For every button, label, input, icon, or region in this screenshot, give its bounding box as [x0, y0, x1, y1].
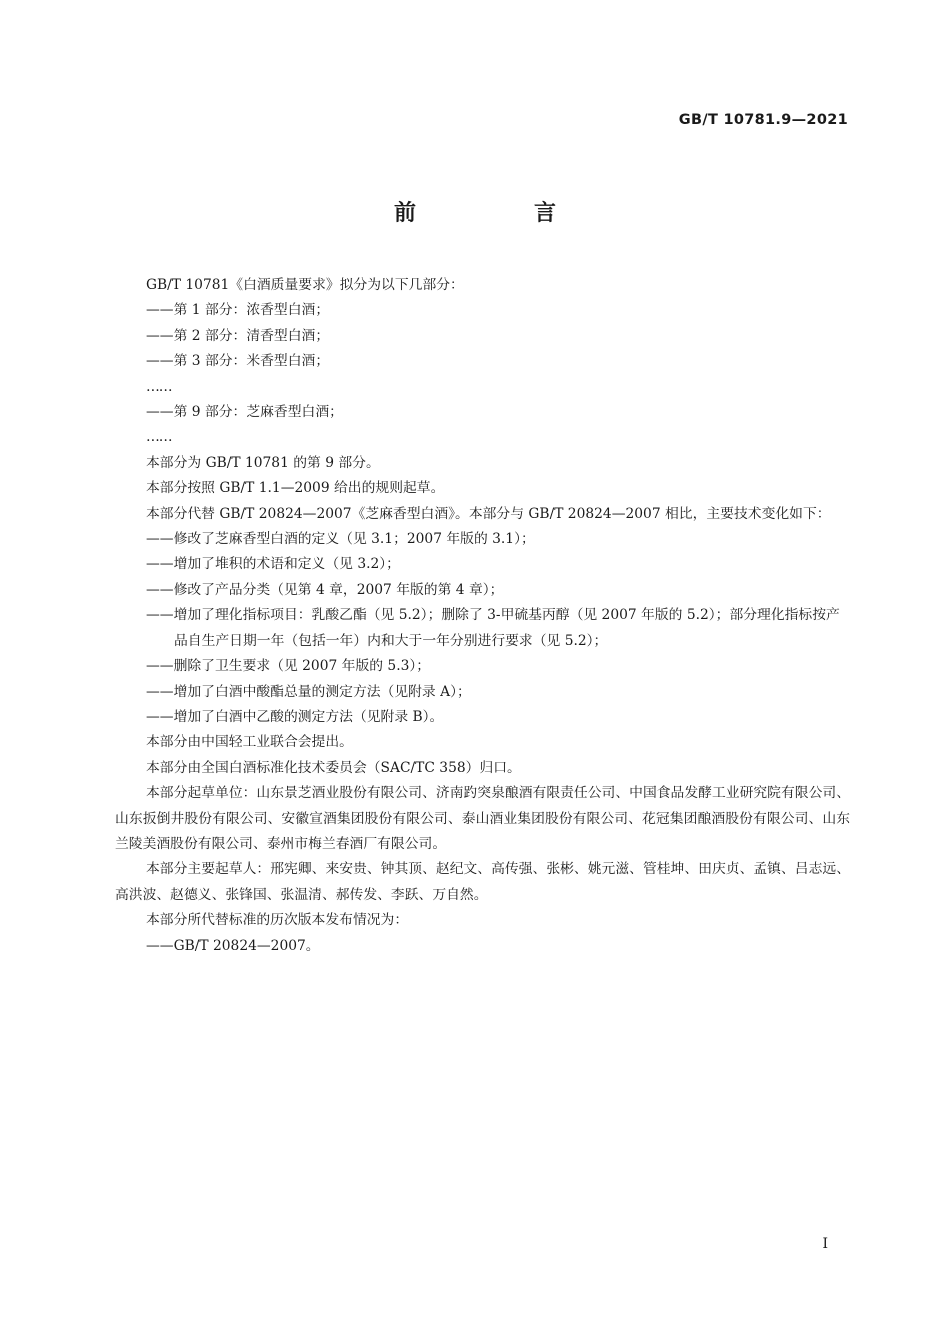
- paragraph: 本部分起草单位：山东景芝酒业股份有限公司、济南趵突泉酿酒有限责任公司、中国食品发酵工业研究院有限公司、山东扳倒井股份有限公司、安徽宣酒集团股份有限公司、泰山酒业集团股份有限公司、花冠集团酿酒股份有限公司、山东兰陵美酒股份有限公司、泰州市梅兰春酒厂有限公司。: [115, 785, 850, 852]
- paragraph: 本部分由全国白酒标准化技术委员会（SAC/TC 358）归口。: [146, 759, 521, 776]
- page-title: 前 言: [393, 201, 604, 226]
- paragraph: GB/T 10781《白酒质量要求》拟分为以下几部分：: [146, 277, 464, 293]
- document-body: [115, 273, 850, 959]
- list-item: ——增加了理化指标项目：乳酸乙酯（见 5.2）；删除了 3-甲硫基丙醇（见 2007 年版的 5.2）；部分理化指标按产品自生产日期一年（包括一年）内和大于一年分别进行要求（见 5.2）；: [146, 607, 840, 649]
- list-item: ——第 9 部分：芝麻香型白酒；: [146, 404, 343, 421]
- standard-number: GB/T 10781.9—2021: [678, 112, 848, 128]
- ellipsis: ……: [146, 378, 172, 395]
- paragraph: 本部分所代替标准的历次版本发布情况为：: [146, 912, 409, 929]
- list-item: ——第 2 部分：清香型白酒；: [146, 327, 330, 344]
- list-item: ——增加了堆积的术语和定义（见 3.2）；: [146, 556, 400, 573]
- paragraph: 本部分主要起草人：邢宪卿、来安贵、钟其顶、赵纪文、高传强、张彬、姚元滋、管桂坤、田庆贞、孟镇、吕志远、高洪波、赵德义、张锋国、张温清、郝传发、李跃、万自然。: [115, 861, 850, 903]
- page-number: I: [822, 1236, 828, 1252]
- list-item: ——删除了卫生要求（见 2007 年版的 5.3）；: [146, 658, 431, 675]
- paragraph: 本部分按照 GB/T 1.1—2009 给出的规则起草。: [146, 480, 445, 497]
- list-item: ——增加了白酒中乙酸的测定方法（见附录 B）。: [146, 708, 444, 725]
- paragraph: 本部分代替 GB/T 20824—2007《芝麻香型白酒》。本部分与 GB/T 20824—2007 相比，主要技术变化如下：: [146, 505, 831, 522]
- list-item: ——第 3 部分：米香型白酒；: [146, 353, 330, 370]
- list-item: ——第 1 部分：浓香型白酒；: [146, 302, 330, 319]
- paragraph: 本部分由中国轻工业联合会提出。: [146, 734, 353, 751]
- paragraph: 本部分为 GB/T 10781 的第 9 部分。: [146, 454, 380, 471]
- list-item: ——GB/T 20824—2007。: [146, 937, 320, 954]
- list-item: ——修改了芝麻香型白酒的定义（见 3.1；2007 年版的 3.1）；: [146, 531, 535, 548]
- ellipsis: ……: [146, 429, 172, 446]
- list-item: ——增加了白酒中酸酯总量的测定方法（见附录 A）；: [146, 683, 471, 700]
- list-item: ——修改了产品分类（见第 4 章，2007 年版的第 4 章）；: [146, 581, 504, 598]
